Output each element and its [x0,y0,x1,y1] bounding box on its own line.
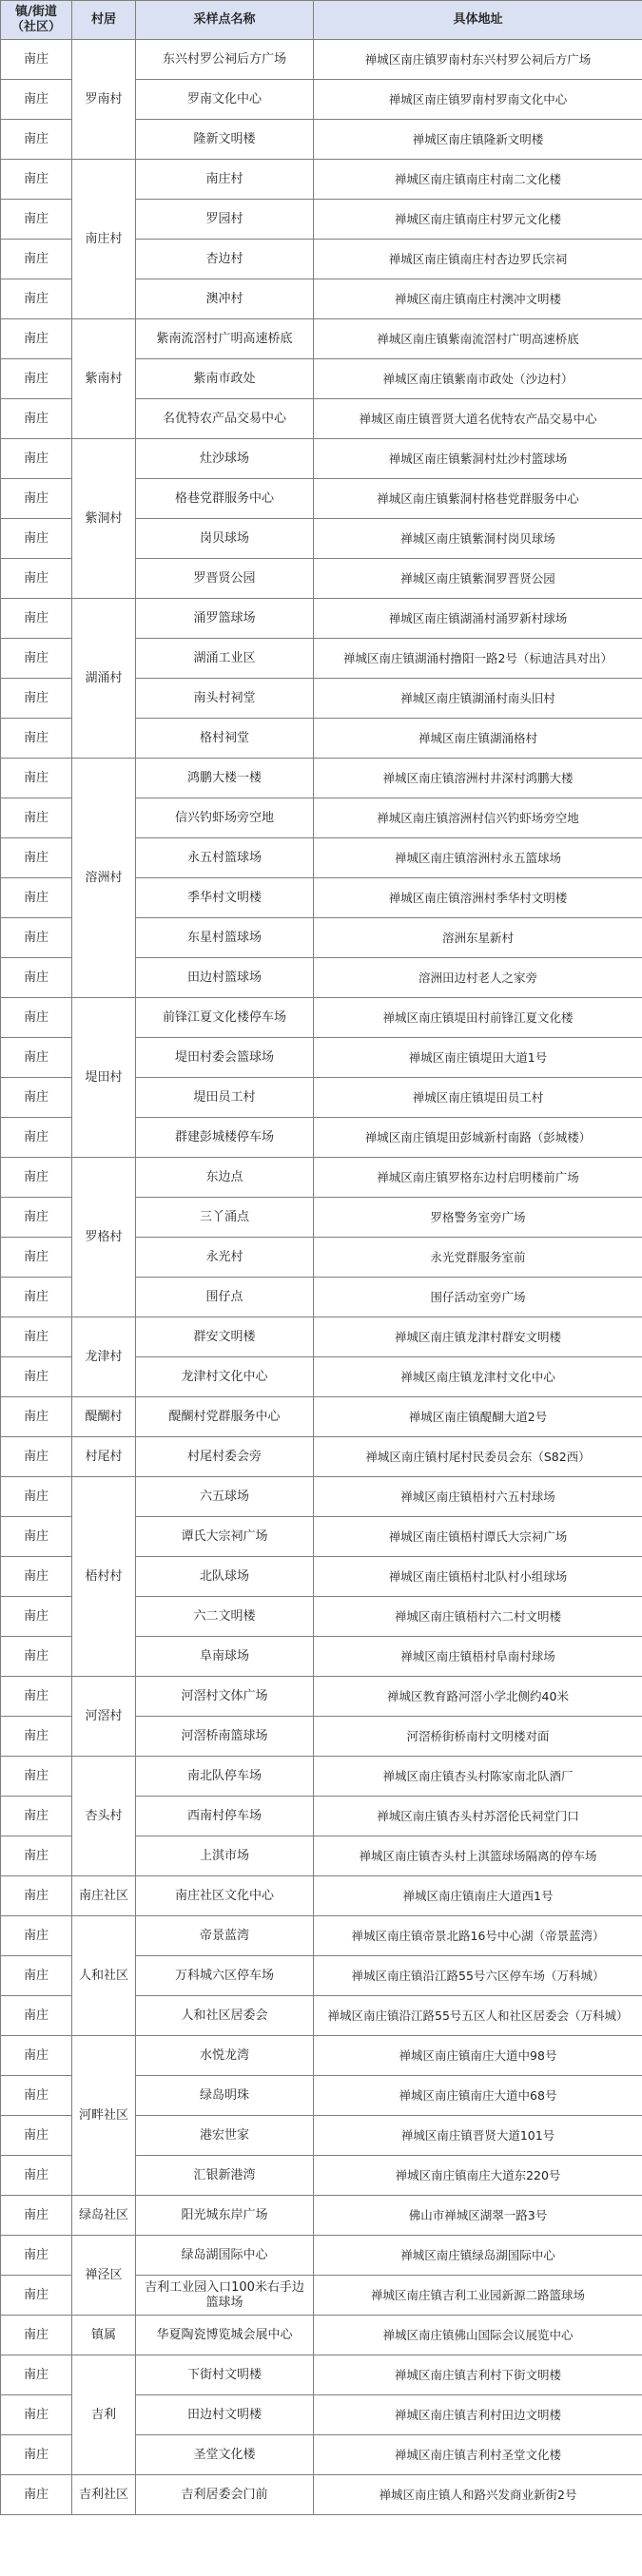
town-cell: 南庄 [1,1198,72,1238]
table-row [1,1158,642,1198]
table-row [1,599,642,639]
address-cell: 禅城区南庄镇杏头村苏滘伦氏祠堂门口 [314,1797,642,1836]
site-name-cell: 三丫涌点 [136,1198,314,1238]
table-row [1,160,642,200]
address-cell: 禅城区南庄镇湖涌格村 [314,719,642,759]
village-cell: 南庄社区 [72,1876,136,1916]
site-name-cell: 东星村篮球场 [136,918,314,958]
village-cell: 吉利社区 [72,2475,136,2515]
address-cell: 禅城区南庄镇南庄大道中68号 [314,2076,642,2116]
town-cell: 南庄 [1,200,72,240]
address-cell: 禅城区南庄镇南庄大道中98号 [314,2036,642,2076]
address-cell: 禅城区南庄镇隆新文明楼 [314,120,642,160]
address-cell: 禅城区南庄镇南庄大道西1号 [314,1876,642,1916]
address-cell: 河滘桥街桥南村文明楼对面 [314,1717,642,1757]
site-name-cell: 下街村文明楼 [136,2355,314,2395]
site-name-cell: 河滘村文体广场 [136,1677,314,1717]
town-cell: 南庄 [1,80,72,120]
village-cell: 罗南村 [72,40,136,160]
address-cell: 永光党群服务室前 [314,1238,642,1278]
town-cell: 南庄 [1,1477,72,1517]
address-cell: 禅城区南庄镇湖涌村撸阳一路2号（标迪洁具对出） [314,639,642,679]
site-name-cell: 田边村篮球场 [136,958,314,998]
village-cell: 绿岛社区 [72,2196,136,2236]
town-cell: 南庄 [1,1836,72,1876]
table-row [1,1757,642,1797]
table-row [1,1916,642,1956]
site-name-cell: 鸿鹏大楼一楼 [136,759,314,798]
site-name-cell: 名优特农产品交易中心 [136,399,314,439]
site-name-cell: 堤田村委会篮球场 [136,1038,314,1078]
header-row [1,1,642,40]
site-name-cell: 水悦龙湾 [136,2036,314,2076]
town-cell: 南庄 [1,798,72,838]
address-cell: 禅城区南庄镇南庄大道东220号 [314,2156,642,2196]
town-cell: 南庄 [1,1317,72,1357]
site-name-cell: 围仔点 [136,1278,314,1317]
address-cell: 禅城区南庄镇堤田彭城新村南路（彭城楼） [314,1118,642,1158]
site-name-cell: 罗晋贤公园 [136,559,314,599]
town-cell: 南庄 [1,240,72,279]
address-cell: 禅城区南庄镇堤田大道1号 [314,1038,642,1078]
town-cell: 南庄 [1,1717,72,1757]
village-cell: 紫洞村 [72,439,136,599]
site-name-cell: 人和社区居委会 [136,1996,314,2036]
address-cell: 禅城区南庄镇湖涌村南头旧村 [314,679,642,719]
address-cell: 罗格警务室旁广场 [314,1198,642,1238]
town-cell: 南庄 [1,998,72,1038]
village-cell: 镇属 [72,2316,136,2355]
village-cell: 醍醐村 [72,1397,136,1437]
site-name-cell: 永光村 [136,1238,314,1278]
address-cell: 禅城区南庄镇绿岛湖国际中心 [314,2236,642,2276]
site-name-cell: 谭氏大宗祠广场 [136,1517,314,1557]
town-cell: 南庄 [1,1637,72,1677]
address-cell: 禅城区南庄镇紫洞村灶沙村篮球场 [314,439,642,479]
site-name-cell: 港宏世家 [136,2116,314,2156]
town-cell: 南庄 [1,1118,72,1158]
site-name-cell: 永五村篮球场 [136,838,314,878]
town-cell: 南庄 [1,1397,72,1437]
site-name-cell: 格村祠堂 [136,719,314,759]
village-cell: 村尾村 [72,1437,136,1477]
site-name-cell: 吉利居委会门前 [136,2475,314,2515]
town-cell: 南庄 [1,1597,72,1637]
town-cell: 南庄 [1,40,72,80]
site-name-cell: 阜南球场 [136,1637,314,1677]
town-cell: 南庄 [1,958,72,998]
address-cell: 禅城区南庄镇梧村六二村文明楼 [314,1597,642,1637]
town-cell: 南庄 [1,2276,72,2316]
town-cell: 南庄 [1,439,72,479]
site-name-cell: 南庄社区文化中心 [136,1876,314,1916]
town-cell: 南庄 [1,479,72,519]
town-cell: 南庄 [1,1158,72,1198]
address-cell: 禅城区南庄镇佛山国际会议展览中心 [314,2316,642,2355]
address-cell: 禅城区南庄镇龙津村文化中心 [314,1357,642,1397]
town-cell: 南庄 [1,1278,72,1317]
address-cell: 禅城区南庄镇沿江路55号六区停车场（万科城） [314,1956,642,1996]
site-name-cell: 前锋江夏文化楼停车场 [136,998,314,1038]
table-row [1,319,642,359]
site-name-cell: 杏边村 [136,240,314,279]
address-cell: 禅城区南庄镇晋贤大道101号 [314,2116,642,2156]
village-cell: 禅泾区 [72,2236,136,2316]
address-cell: 禅城区南庄镇梧村北队村小组球场 [314,1557,642,1597]
address-cell: 禅城区南庄镇龙津村群安文明楼 [314,1317,642,1357]
table-row [1,1477,642,1517]
town-cell: 南庄 [1,679,72,719]
site-name-cell: 紫南流滘村广明高速桥底 [136,319,314,359]
header-village: 村居 [72,1,136,40]
address-cell: 禅城区南庄镇吉利村田边文明楼 [314,2395,642,2435]
site-name-cell: 圣堂文化楼 [136,2435,314,2475]
village-cell: 河畔社区 [72,2036,136,2196]
table-row [1,1437,642,1477]
site-name-cell: 汇银新港湾 [136,2156,314,2196]
site-name-cell: 南头村祠堂 [136,679,314,719]
address-cell: 禅城区南庄镇溶洲村井深村鸿鹏大楼 [314,759,642,798]
town-cell: 南庄 [1,1238,72,1278]
site-name-cell: 信兴钓虾场旁空地 [136,798,314,838]
town-cell: 南庄 [1,2395,72,2435]
address-cell: 禅城区南庄镇南庄村澳冲文明楼 [314,279,642,319]
town-cell: 南庄 [1,918,72,958]
table-body [1,40,642,2515]
town-cell: 南庄 [1,1956,72,1996]
table-row [1,2475,642,2515]
town-cell: 南庄 [1,399,72,439]
village-cell: 河滘村 [72,1677,136,1757]
site-name-cell: 隆新文明楼 [136,120,314,160]
site-name-cell: 格巷党群服务中心 [136,479,314,519]
site-name-cell: 岗贝球场 [136,519,314,559]
address-cell: 禅城区南庄镇南庄村罗元文化楼 [314,200,642,240]
town-cell: 南庄 [1,359,72,399]
address-cell: 禅城区南庄镇梧村谭氏大宗祠广场 [314,1517,642,1557]
town-cell: 南庄 [1,279,72,319]
town-cell: 南庄 [1,1876,72,1916]
address-cell: 禅城区南庄镇溶洲村永五篮球场 [314,838,642,878]
site-name-cell: 六五球场 [136,1477,314,1517]
site-name-cell: 帝景蓝湾 [136,1916,314,1956]
site-name-cell: 上淇市场 [136,1836,314,1876]
address-cell: 禅城区南庄镇堤田员工村 [314,1078,642,1118]
table-row [1,1677,642,1717]
town-cell: 南庄 [1,1677,72,1717]
town-cell: 南庄 [1,120,72,160]
town-cell: 南庄 [1,599,72,639]
address-cell: 禅城区南庄镇醍醐大道2号 [314,1397,642,1437]
address-cell: 围仔活动室旁广场 [314,1278,642,1317]
table-row [1,759,642,798]
town-cell: 南庄 [1,1078,72,1118]
town-cell: 南庄 [1,519,72,559]
site-name-cell: 万科城六区停车场 [136,1956,314,1996]
address-cell: 禅城区南庄镇村尾村民委员会东（S82西） [314,1437,642,1477]
village-cell: 罗格村 [72,1158,136,1317]
address-cell: 禅城区南庄镇罗南村罗南文化中心 [314,80,642,120]
town-cell: 南庄 [1,1517,72,1557]
town-cell: 南庄 [1,878,72,918]
town-cell: 南庄 [1,2036,72,2076]
town-cell: 南庄 [1,2236,72,2276]
village-cell: 紫南村 [72,319,136,439]
site-name-cell: 湖涌工业区 [136,639,314,679]
site-name-cell: 阳光城东岸广场 [136,2196,314,2236]
site-name-cell: 龙津村文化中心 [136,1357,314,1397]
site-name-cell: 华夏陶瓷博览城会展中心 [136,2316,314,2355]
address-cell: 禅城区南庄镇南庄村杏边罗氏宗祠 [314,240,642,279]
address-cell: 禅城区南庄镇罗南村东兴村罗公祠后方广场 [314,40,642,80]
town-cell: 南庄 [1,2076,72,2116]
site-name-cell: 绿岛湖国际中心 [136,2236,314,2276]
address-cell: 禅城区南庄镇紫洞罗晋贤公园 [314,559,642,599]
address-cell: 禅城区南庄镇溶洲村季华村文明楼 [314,878,642,918]
site-name-cell: 绿岛明珠 [136,2076,314,2116]
village-cell: 人和社区 [72,1916,136,2036]
table-row [1,2355,642,2395]
address-cell: 禅城区南庄镇人和路兴发商业新街2号 [314,2475,642,2515]
village-cell: 杏头村 [72,1757,136,1876]
address-cell: 佛山市禅城区湖翠一路3号 [314,2196,642,2236]
address-cell: 禅城区南庄镇堤田村前锋江夏文化楼 [314,998,642,1038]
table-row [1,1397,642,1437]
village-cell: 湖涌村 [72,599,136,759]
site-name-cell: 群建彭城楼停车场 [136,1118,314,1158]
town-cell: 南庄 [1,759,72,798]
address-cell: 禅城区教育路河滘小学北侧约40米 [314,1677,642,1717]
address-cell: 禅城区南庄镇紫南流滘村广明高速桥底 [314,319,642,359]
town-cell: 南庄 [1,2196,72,2236]
village-cell: 溶洲村 [72,759,136,998]
address-cell: 禅城区南庄镇溶洲村信兴钓虾场旁空地 [314,798,642,838]
town-cell: 南庄 [1,2116,72,2156]
village-cell: 吉利 [72,2355,136,2475]
header-site: 采样点名称 [136,1,314,40]
site-name-cell: 北队球场 [136,1557,314,1597]
table-row [1,1317,642,1357]
address-cell: 禅城区南庄镇梧村六五村球场 [314,1477,642,1517]
table-row [1,439,642,479]
site-name-cell: 罗园村 [136,200,314,240]
site-name-cell: 紫南市政处 [136,359,314,399]
address-cell: 禅城区南庄镇南庄村南二文化楼 [314,160,642,200]
town-cell: 南庄 [1,2355,72,2395]
address-cell: 禅城区南庄镇紫洞村格巷党群服务中心 [314,479,642,519]
site-name-cell: 东兴村罗公祠后方广场 [136,40,314,80]
address-cell: 禅城区南庄镇梧村阜南村球场 [314,1637,642,1677]
town-cell: 南庄 [1,319,72,359]
address-cell: 禅城区南庄镇吉利村下街文明楼 [314,2355,642,2395]
town-cell: 南庄 [1,838,72,878]
address-cell: 禅城区南庄镇杏头村陈家南北队酒厂 [314,1757,642,1797]
site-name-cell: 六二文明楼 [136,1597,314,1637]
header-town: 镇/街道 （社区） [1,1,72,40]
address-cell: 禅城区南庄镇湖涌村涌罗新村球场 [314,599,642,639]
address-cell: 禅城区南庄镇帝景北路16号中心湖（帝景蓝湾） [314,1916,642,1956]
town-cell: 南庄 [1,639,72,679]
address-cell: 禅城区南庄镇吉利工业园新源二路篮球场 [314,2276,642,2316]
town-cell: 南庄 [1,1557,72,1597]
address-cell: 禅城区南庄镇紫南市政处（沙边村） [314,359,642,399]
address-cell: 禅城区南庄镇沿江路55号五区人和社区居委会（万科城） [314,1996,642,2036]
site-name-cell: 灶沙球场 [136,439,314,479]
town-cell: 南庄 [1,160,72,200]
town-cell: 南庄 [1,2156,72,2196]
site-name-cell: 南北队停车场 [136,1757,314,1797]
village-cell: 梧村村 [72,1477,136,1677]
site-name-cell: 澳冲村 [136,279,314,319]
address-cell: 溶洲田边村老人之家旁 [314,958,642,998]
town-cell: 南庄 [1,2316,72,2355]
table-row [1,2316,642,2355]
site-name-cell: 西南村停车场 [136,1797,314,1836]
address-cell: 禅城区南庄镇紫洞村岗贝球场 [314,519,642,559]
town-cell: 南庄 [1,1757,72,1797]
site-name-cell: 村尾村委会旁 [136,1437,314,1477]
town-cell: 南庄 [1,1437,72,1477]
village-cell: 堤田村 [72,998,136,1158]
town-cell: 南庄 [1,559,72,599]
address-cell: 禅城区南庄镇吉利村圣堂文化楼 [314,2435,642,2475]
town-cell: 南庄 [1,2475,72,2515]
site-name-cell: 吉利工业园入口100米右手边篮球场 [136,2276,314,2316]
table-row [1,998,642,1038]
site-name-cell: 河滘桥南篮球场 [136,1717,314,1757]
table-row [1,40,642,80]
town-cell: 南庄 [1,1357,72,1397]
site-name-cell: 南庄村 [136,160,314,200]
site-name-cell: 醍醐村党群服务中心 [136,1397,314,1437]
site-name-cell: 季华村文明楼 [136,878,314,918]
site-name-cell: 涌罗篮球场 [136,599,314,639]
table-row [1,2196,642,2236]
town-cell: 南庄 [1,1916,72,1956]
site-name-cell: 群安文明楼 [136,1317,314,1357]
town-cell: 南庄 [1,719,72,759]
site-name-cell: 堤田员工村 [136,1078,314,1118]
site-name-cell: 田边村文明楼 [136,2395,314,2435]
town-cell: 南庄 [1,1996,72,2036]
town-cell: 南庄 [1,1038,72,1078]
site-name-cell: 罗南文化中心 [136,80,314,120]
table-row [1,2236,642,2276]
town-cell: 南庄 [1,1797,72,1836]
address-cell: 溶洲东星新村 [314,918,642,958]
table-row [1,1876,642,1916]
address-cell: 禅城区南庄镇晋贤大道名优特农产品交易中心 [314,399,642,439]
address-cell: 禅城区南庄镇罗格东边村启明楼前广场 [314,1158,642,1198]
address-cell: 禅城区南庄镇杏头村上淇篮球场隔离的停车场 [314,1836,642,1876]
village-cell: 龙津村 [72,1317,136,1397]
header-address: 具体地址 [314,1,642,40]
town-cell: 南庄 [1,2435,72,2475]
village-cell: 南庄村 [72,160,136,319]
table-row [1,2036,642,2076]
site-name-cell: 东边点 [136,1158,314,1198]
